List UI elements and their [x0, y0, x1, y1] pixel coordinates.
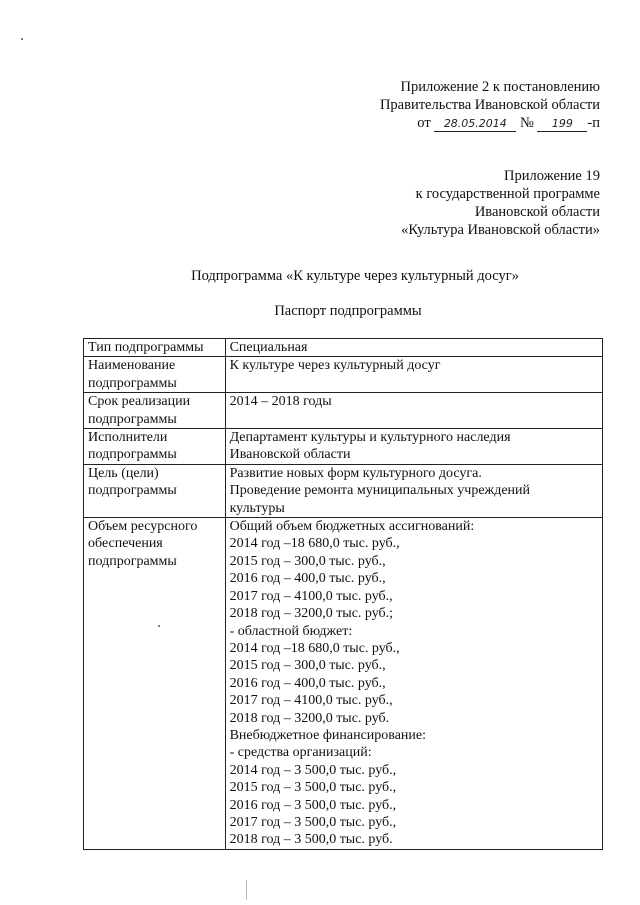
header2-line4: «Культура Ивановской области»	[401, 222, 600, 238]
label-line: подпрограммы	[88, 483, 177, 499]
scan-speck	[21, 38, 23, 40]
value-line: 2014 год –18 680,0 тыс. руб.,	[229, 536, 400, 552]
value-line: 2018 год – 3200,0 тыс. руб.;	[229, 606, 394, 622]
value-line: 2015 год – 300,0 тыс. руб.,	[229, 658, 386, 674]
label-line: подпрограммы	[88, 553, 177, 569]
row-value	[225, 429, 602, 465]
label-line: подпрограммы	[88, 411, 177, 427]
appendix-header	[401, 167, 600, 239]
table-row	[84, 339, 603, 357]
value-line: 2015 год – 300,0 тыс. руб.,	[229, 553, 386, 569]
row-label	[84, 464, 226, 517]
value-line: 2014 – 2018 годы	[229, 394, 332, 410]
value-line: К культуре через культурный досуг	[229, 358, 441, 374]
header2-line1: Приложение 19	[504, 168, 600, 184]
row-value	[225, 393, 602, 429]
table-row	[84, 518, 603, 850]
header1-line2: Правительства Ивановской области	[379, 97, 600, 113]
label-line: Наименование	[88, 358, 176, 374]
subprogram-title: Подпрограмма «К культуре через культурный досуг»	[191, 268, 519, 284]
row-value	[225, 464, 602, 517]
value-line: 2018 год – 3 500,0 тыс. руб.	[229, 832, 393, 848]
scan-mark	[246, 880, 247, 900]
date-prefix: от	[417, 115, 431, 131]
value-line: 2016 год – 3 500,0 тыс. руб.,	[229, 797, 397, 813]
value-line: Общий объем бюджетных ассигнований:	[229, 519, 475, 535]
value-line: - средства организаций:	[229, 745, 372, 761]
row-value	[225, 518, 602, 850]
label-line: Исполнители	[88, 430, 168, 446]
value-line: 2015 год – 3 500,0 тыс. руб.,	[229, 780, 397, 796]
row-label	[84, 339, 226, 357]
value-line: Внебюджетное финансирование:	[229, 727, 427, 743]
value-line: культуры	[229, 500, 285, 516]
row-label	[84, 393, 226, 429]
table-row	[84, 393, 603, 429]
header1-line1: Приложение 2 к постановлению	[400, 79, 600, 95]
value-line: Проведение ремонта муниципальных учреждений	[229, 483, 531, 499]
label-line: Срок реализации	[88, 394, 191, 410]
label-line: Объем ресурсного	[88, 519, 198, 535]
value-line: Специальная	[229, 340, 308, 355]
value-line: 2017 год – 4100,0 тыс. руб.,	[229, 693, 393, 709]
value-line: - областной бюджет:	[229, 623, 353, 639]
row-label	[84, 357, 226, 393]
row-label	[84, 518, 226, 850]
value-line: 2014 год –18 680,0 тыс. руб.,	[229, 640, 400, 656]
value-line: Ивановской области	[229, 447, 351, 463]
row-value	[225, 357, 602, 393]
header2-line3: Ивановской области	[474, 204, 600, 220]
label-line: подпрограммы	[88, 447, 177, 463]
resolution-header	[380, 78, 600, 132]
passport-table	[83, 338, 603, 850]
number-suffix: -п	[587, 115, 600, 131]
header2-line2: к государственной программе	[415, 186, 600, 202]
table-row	[84, 357, 603, 393]
value-line: 2018 год – 3200,0 тыс. руб.	[229, 710, 390, 726]
table-row	[84, 429, 603, 465]
passport-title: Паспорт подпрограммы	[274, 303, 422, 319]
label-line: подпрограммы	[88, 375, 177, 391]
value-line: Развитие новых форм культурного досуга.	[229, 465, 482, 481]
value-line: 2014 год – 3 500,0 тыс. руб.,	[229, 762, 397, 778]
date-value: 28.05.2014	[434, 117, 516, 132]
label-line: Тип подпрограммы	[88, 340, 204, 355]
label-line: обеспечения	[88, 536, 163, 552]
row-label	[84, 429, 226, 465]
value-line: 2016 год – 400,0 тыс. руб.,	[229, 571, 386, 587]
table-row	[84, 464, 603, 517]
value-line: Департамент культуры и культурного наследия	[229, 430, 511, 446]
number-value: 199	[537, 117, 587, 132]
number-prefix: №	[519, 115, 534, 131]
row-value	[225, 339, 602, 357]
label-line: Цель (цели)	[88, 465, 159, 481]
value-line: 2016 год – 400,0 тыс. руб.,	[229, 675, 386, 691]
value-line: 2017 год – 4100,0 тыс. руб.,	[229, 588, 393, 604]
value-line: 2017 год – 3 500,0 тыс. руб.,	[229, 814, 397, 830]
header1-date-line	[380, 114, 600, 132]
